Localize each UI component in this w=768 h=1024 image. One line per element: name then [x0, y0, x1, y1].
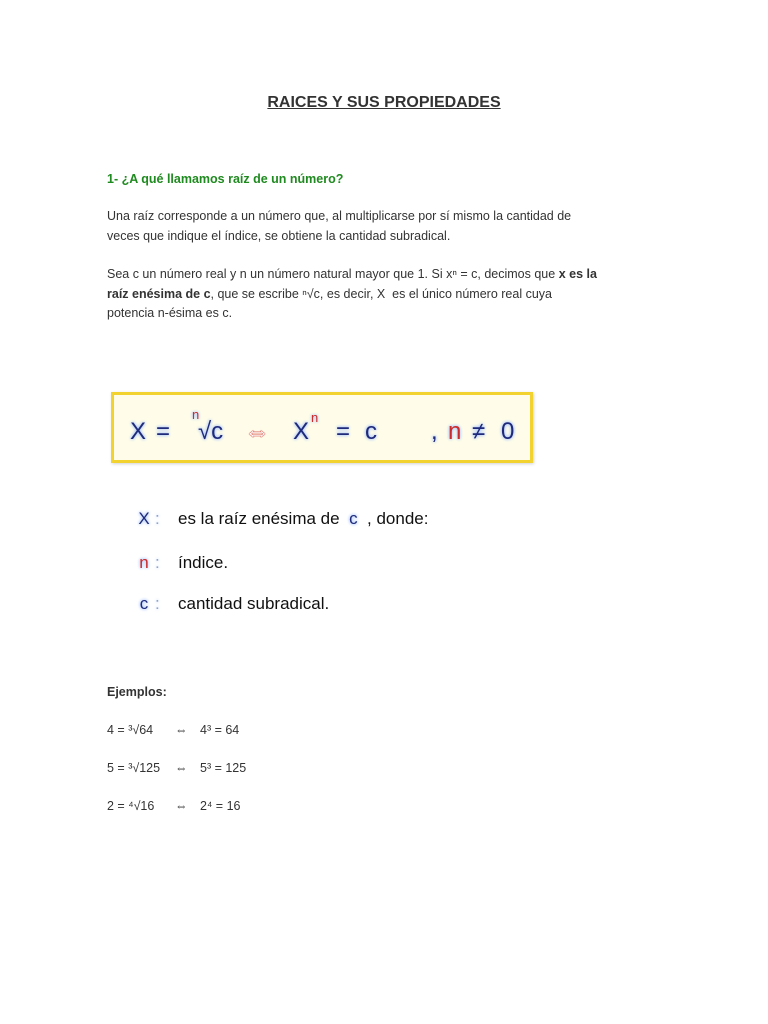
legend-item-n — [133, 552, 228, 574]
formula-neq: ≠ — [472, 418, 486, 445]
legend-separator: : — [155, 553, 160, 572]
examples-heading: Ejemplos: — [107, 685, 167, 699]
paragraph-2-line-3: potencia n-ésima es c. — [107, 306, 233, 320]
formula-equals-2: = — [336, 418, 351, 445]
formula-equals-1: = — [156, 418, 171, 445]
formula-index: n — [192, 407, 200, 422]
formula-comma: , — [431, 418, 438, 445]
paragraph-1-line-1: Una raíz corresponde a un número que, al multiplicarse por sí mismo la cantidad de — [107, 209, 572, 223]
formula-n: n — [448, 418, 462, 445]
legend-symbol-c: c — [139, 594, 149, 613]
example-power: 4³ = 64 — [200, 723, 240, 737]
legend-symbol-x: X — [138, 509, 150, 528]
example-iff: ⇔ — [175, 723, 188, 737]
legend-separator: : — [155, 509, 160, 528]
formula-box — [111, 392, 533, 463]
paragraph-1-line-2: veces que indique el índice, se obtiene la cantidad subradical. — [107, 229, 451, 243]
paragraph-2-line-1-text: Sea c un número real y n un número natural mayor que 1. Si xⁿ = c, decimos que — [107, 267, 559, 281]
example-iff: ⇔ — [175, 761, 188, 775]
paragraph-2-line-2-bold: raíz enésima de c — [107, 287, 211, 301]
formula-radical: √c — [198, 418, 224, 445]
legend-separator: : — [155, 594, 160, 613]
legend-suffix: , donde: — [362, 509, 429, 528]
example-root: 4 = ³√64 — [107, 723, 154, 737]
legend-text: índice. — [178, 553, 229, 572]
paragraph-2-line-2 — [107, 287, 552, 302]
legend-item-c — [133, 593, 329, 615]
legend-item-x — [133, 508, 428, 530]
legend-text: es la raíz enésima de — [178, 509, 345, 528]
formula-rhs: c — [365, 418, 377, 445]
legend-symbol-n: n — [139, 553, 149, 572]
example-power: 5³ = 125 — [200, 761, 247, 775]
formula-zero: 0 — [501, 418, 515, 445]
section-heading: 1- ¿A qué llamamos raíz de un número? — [107, 172, 344, 186]
paragraph-2-line-1 — [107, 267, 597, 282]
example-iff: ⇔ — [175, 799, 188, 813]
formula-iff: ⇔ — [244, 416, 270, 446]
formula-lhs: X — [130, 418, 147, 445]
legend-symbol-c-inline: c — [349, 509, 358, 528]
formula-exponent: n — [311, 410, 319, 425]
example-root: 2 = ⁴√16 — [107, 799, 155, 813]
legend-text: cantidad subradical. — [178, 594, 330, 613]
paragraph-2-line-2-text: , que se escribe ⁿ√c, es decir, X es el único número real cuya — [210, 287, 552, 301]
formula-base: X — [293, 418, 310, 445]
example-power: 2⁴ = 16 — [200, 799, 241, 813]
paragraph-2-line-1-bold: x es la — [558, 267, 597, 281]
page-title: RAICES Y SUS PROPIEDADES — [267, 94, 501, 111]
example-root: 5 = ³√125 — [107, 761, 161, 775]
